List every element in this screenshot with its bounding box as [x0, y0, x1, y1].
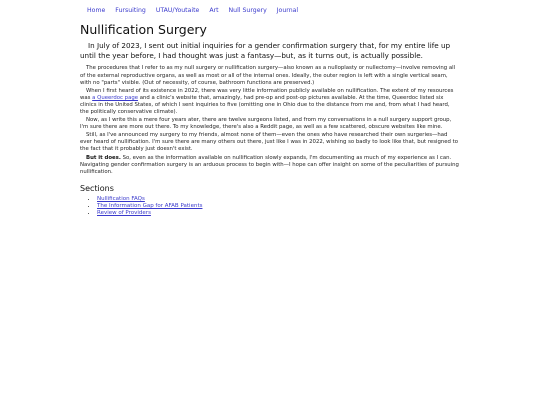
- nav-fursuiting-link[interactable]: Fursuiting: [115, 7, 146, 14]
- paragraph-procedure: The procedures that I refer to as my null surgery or nullification surgery—also known as a nulloplasty or nullectomy—involve removing all of the external reproductive organs, as well as most or all of the internal ones. Ideally, the outer region is left with a single vertical seam, with no "parts" visible. (Out of necessity, of course, bathroom functions are preserved.): [80, 65, 456, 86]
- nav-art-link[interactable]: Art: [209, 7, 219, 14]
- nav-journal-link[interactable]: Journal: [276, 7, 299, 14]
- section-link-review-providers[interactable]: Review of Providers: [97, 210, 151, 217]
- paragraph-first-heard: [80, 88, 460, 116]
- section-link-faqs[interactable]: Nullification FAQs: [97, 195, 145, 202]
- sections-heading: Sections: [80, 183, 114, 193]
- main-content: [80, 22, 460, 217]
- queerdoc-link[interactable]: a Queerdoc page: [92, 94, 139, 101]
- paragraph-now: Now, as I write this a mere four years ater, there are twelve surgeons listed, and from my conversations in a null surgery support group, I'm sure there are more out there. To my knowledge, there's also a Reddit page, as well as a few scattered, obscure websites like mine.: [80, 117, 452, 131]
- paragraph-text: So, even as the information available on nullification slowly expands, I'm documenting as much of my experience as I can. Navigating gender confirmation surgery is an arduous process to begin with—I hope can offer insight on some of the peculiarities of pursuing nullification.: [80, 154, 459, 175]
- paragraph-still: Still, as I've announced my surgery to my friends, almost none of them—even the ones who have researched their own surgeries—had ever heard of nullification. I'm sure there are many others out there, just like I was in 2022, wishing so badly to look like that, but resigned to the fact that it probably just doesn't exist.: [80, 132, 458, 153]
- list-item: [97, 210, 460, 217]
- list-item: [97, 196, 460, 203]
- list-item: [97, 203, 460, 210]
- top-nav: [87, 5, 308, 17]
- section-link-information-gap[interactable]: The Information Gap for AFAB Patients: [97, 203, 203, 210]
- emphasis-text: But it does.: [86, 154, 121, 161]
- paragraph-text: When I first heard of its existence in 2022, there was very little information publicly available on nullification. The extent of my resources was: [80, 87, 454, 101]
- nav-utau-youtaite-link[interactable]: UTAU/Youtaite: [155, 7, 200, 14]
- nav-home-link[interactable]: Home: [87, 7, 106, 14]
- lead-paragraph: In July of 2023, I sent out initial inquiries for a gender confirmation surgery that, for my entire life up until the year before, I had thought was just a fantasy—but, as it turns out, is actually possible.: [80, 41, 451, 61]
- paragraph-but-it-does: [80, 155, 460, 176]
- sections-list: [80, 196, 460, 218]
- page-title: Nullification Surgery: [80, 22, 207, 37]
- nav-null-surgery-link[interactable]: Null Surgery: [228, 7, 267, 14]
- paragraph-text: and a clinic's website that, amazingly, had pre-op and post-op pictures available. At the time, Queerdoc listed six clinics in the United States, of which I sent inquiries to five (omitting one in Ohio due to the distance from me and, from what I had heard, the politically conservative climate).: [80, 94, 450, 115]
